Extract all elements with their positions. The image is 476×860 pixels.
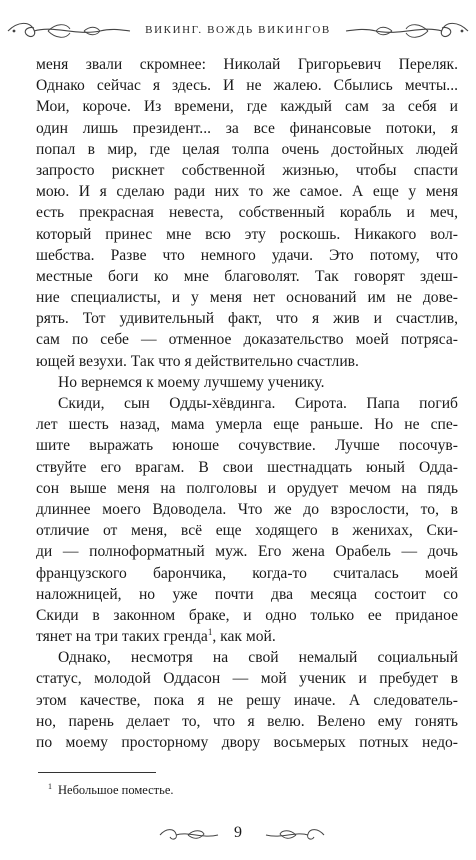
text-line: Мои, короче. Из времени, где каждый сам за себя и [36, 98, 458, 116]
footnote-text: Небольшое поместье. [58, 783, 174, 797]
text-line: Скиди в законном браке, и одно только ее приданое [36, 606, 458, 624]
text-line: шите выражать юноше сочувствие. Лучше посочув- [36, 437, 458, 455]
folio-flourish-left-icon [156, 824, 222, 846]
text-line: наложницей, но уже почти два месяца состоит со [36, 585, 458, 603]
text-line: сам по себе — отменное доказательство моей потряса- [36, 331, 458, 349]
text-line: попал в мир, где целая толпа очень достойных людей [36, 140, 458, 158]
folio [0, 818, 476, 852]
flourish-ornament-right-icon [342, 16, 472, 46]
text-line: шебства. Разве что немного удачи. Это потому, что [36, 246, 458, 264]
text-line: ди — полноформатный муж. Его жена Орабель — дочь [36, 543, 458, 561]
folio-flourish-right-icon [262, 824, 328, 846]
running-header-title: ВИКИНГ. ВОЖДЬ ВИКИНГОВ [145, 24, 331, 36]
text-line: по моему просторному двору восьмерых потных недо- [36, 734, 458, 751]
text-line: сон выше меня на полголовы и орудует мечом на пядь [36, 479, 458, 497]
text-line: длиннее моего Вдоводела. Что же до взрослости, то, в [36, 500, 458, 518]
page-number: 9 [234, 824, 242, 841]
text-line: статус, молодой Оддасон — мой ученик и пребудет в [36, 670, 458, 688]
text-line: Но вернемся к моему лучшему ученику. [58, 373, 325, 391]
text-line: мою. И я сделаю ради них то же самое. А еще у меня [36, 183, 458, 201]
text-line: который принес мне всю эту роскошь. Никакого вол- [36, 225, 458, 243]
text-line: отличие от меня, всё еще ходящего в женихах, Ски- [36, 522, 458, 540]
running-header [0, 10, 476, 50]
text-line: рять. Тот удивительный факт, что я жив и счастлив, [36, 310, 458, 328]
footnote-marker: 1 [48, 781, 52, 791]
text-line: Однако, несмотря на свой немалый социальный [58, 649, 458, 667]
text-line: этом качестве, пока я не решу иначе. А следователь- [36, 691, 458, 709]
text-line: один лишь президент... за все финансовые потоки, я [36, 119, 458, 137]
text-line: лет шесть назад, мама умерла еще раньше. Но не спе- [36, 416, 458, 434]
text-line: местные боги ко мне благоволят. Так говорят здеш- [36, 267, 458, 285]
text-line: ствуйте его врагам. В свои шестнадцать юный Оддa- [36, 458, 458, 476]
flourish-ornament-left-icon [4, 16, 134, 46]
text-line: Однако сейчас я здесь. И не жалею. Сбылись мечты... [36, 77, 458, 95]
text-line-with-footnote [36, 626, 458, 647]
text-line: меня звали скромнее: Николай Григорьевич Переляк. [36, 56, 458, 73]
text-line: ющей везухи. Так что я действительно счастлив. [36, 352, 359, 370]
footnote [48, 782, 174, 798]
footnote-divider [38, 772, 156, 773]
text-line: французского барончика, когда-то считалась моей [36, 564, 458, 582]
text-line-end: , как мой. [212, 628, 276, 646]
text-line: Скиди, сын Одды-хёвдинга. Сирота. Папа погиб [58, 395, 458, 412]
text-line: но, парень делает то, что я велю. Велено ему гонять [36, 712, 458, 730]
text-line: есть прекрасная невеста, собственный корабль и меч, [36, 204, 458, 222]
footnote-reference: 1 [207, 626, 213, 637]
text-line: ние специалисты, и у меня нет оснований им не дове- [36, 289, 458, 307]
body-text [36, 54, 458, 753]
text-line-start: тянет на три таких гренда [36, 628, 208, 646]
text-line: запросто рискнет собственной жизнью, чтобы спасти [36, 161, 458, 179]
